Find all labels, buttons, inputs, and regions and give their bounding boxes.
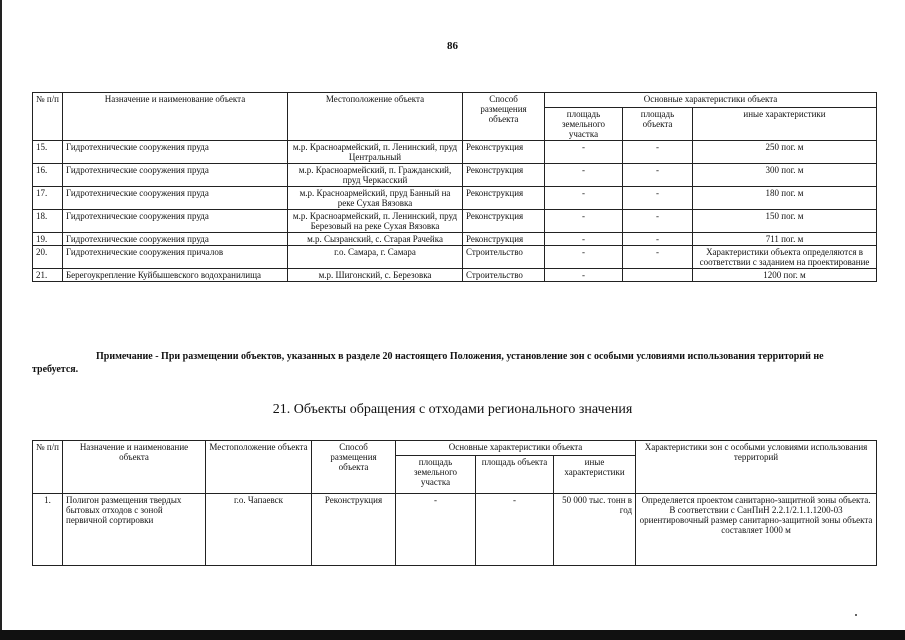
- cell-land: -: [545, 210, 623, 233]
- objects-table-section-21: [32, 440, 877, 566]
- cell-method: Реконструкция: [463, 210, 545, 233]
- header-num: № п/п: [33, 441, 63, 494]
- header-location: Местоположение объекта: [206, 441, 312, 494]
- cell-name: Берегоукрепление Куйбышевского водохранилища: [63, 269, 288, 282]
- cell-land: -: [545, 233, 623, 246]
- cell-other: 180 пог. м: [693, 187, 877, 210]
- cell-name: Гидротехнические сооружения пруда: [63, 164, 288, 187]
- cell-method: Реконструкция: [463, 187, 545, 210]
- cell-location: м.р. Шигонский, с. Березовка: [288, 269, 463, 282]
- cell-other: 50 000 тыс. тонн в год: [554, 494, 636, 566]
- header-main-characteristics: Основные характеристики объекта: [396, 441, 636, 456]
- header-name: Назначение и наименование объекта: [63, 441, 206, 494]
- cell-area: -: [623, 233, 693, 246]
- page-number: 86: [447, 40, 458, 52]
- cell-area: -: [623, 187, 693, 210]
- cell-location: г.о. Самара, г. Самара: [288, 246, 463, 269]
- cell-land: -: [545, 141, 623, 164]
- cell-other: 300 пог. м: [693, 164, 877, 187]
- table-row: [33, 210, 877, 233]
- header-other: иные характеристики: [554, 455, 636, 493]
- cell-method: Строительство: [463, 246, 545, 269]
- cell-method: Реконструкция: [463, 164, 545, 187]
- cell-other: 1200 пог. м: [693, 269, 877, 282]
- header-object-area: площадь объекта: [476, 455, 554, 493]
- cell-area: -: [476, 494, 554, 566]
- cell-num: 20.: [33, 246, 63, 269]
- header-main-characteristics: Основные характеристики объекта: [545, 93, 877, 108]
- header-object-area: площадь объекта: [623, 108, 693, 141]
- cell-other: 250 пог. м: [693, 141, 877, 164]
- cell-area: -: [623, 210, 693, 233]
- cell-method: Реконструкция: [463, 141, 545, 164]
- cell-location: м.р. Сызранский, с. Старая Рачейка: [288, 233, 463, 246]
- cell-name: Полигон размещения твердых бытовых отходов с зоной первичной сортировки: [63, 494, 206, 566]
- left-border-line: [0, 0, 2, 640]
- cell-name: Гидротехнические сооружения причалов: [63, 246, 288, 269]
- cell-area: -: [623, 164, 693, 187]
- table-row: [33, 494, 877, 566]
- scan-speck: [855, 614, 857, 616]
- cell-other: 711 пог. м: [693, 233, 877, 246]
- cell-num: 17.: [33, 187, 63, 210]
- table-row: [33, 269, 877, 282]
- cell-name: Гидротехнические сооружения пруда: [63, 187, 288, 210]
- cell-name: Гидротехнические сооружения пруда: [63, 233, 288, 246]
- note-paragraph: Примечание - При размещении объектов, указанных в разделе 20 настоящего Положения, установление зон с особыми условиями использования территорий не требуется.: [32, 351, 824, 375]
- cell-num: 18.: [33, 210, 63, 233]
- table-row: [33, 233, 877, 246]
- cell-land: -: [545, 187, 623, 210]
- cell-land: -: [545, 164, 623, 187]
- header-num: № п/п: [33, 93, 63, 141]
- cell-num: 16.: [33, 164, 63, 187]
- cell-land: -: [396, 494, 476, 566]
- cell-name: Гидротехнические сооружения пруда: [63, 141, 288, 164]
- cell-area: -: [623, 141, 693, 164]
- cell-method: Реконструкция: [463, 233, 545, 246]
- cell-other: Характеристики объекта определяются в соответствии с заданием на проектирование: [693, 246, 877, 269]
- header-method: Способ размещения объекта: [463, 93, 545, 141]
- objects-table-section-20: [32, 92, 877, 282]
- cell-location: м.р. Красноармейский, п. Гражданский, пруд Черкасский: [288, 164, 463, 187]
- header-land-area: площадь земельного участка: [545, 108, 623, 141]
- header-name: Назначение и наименование объекта: [63, 93, 288, 141]
- header-method: Способ размещения объекта: [312, 441, 396, 494]
- header-other: иные характеристики: [693, 108, 877, 141]
- cell-zones: Определяется проектом санитарно-защитной зоны объекта. В соответствии с СанПиН 2.2.1/2.1.1.1200-03 ориентировочный размер санитарно-защитной зоны объекта составляет 1000 м: [636, 494, 877, 566]
- table-row: [33, 141, 877, 164]
- cell-name: Гидротехнические сооружения пруда: [63, 210, 288, 233]
- section-title: 21. Объекты обращения с отходами регионального значения: [272, 402, 633, 417]
- cell-location: м.р. Красноармейский, пруд Банный на реке Сухая Вязовка: [288, 187, 463, 210]
- cell-land: -: [545, 269, 623, 282]
- cell-location: м.р. Красноармейский, п. Ленинский, пруд Центральный: [288, 141, 463, 164]
- header-zones: Характеристики зон с особыми условиями использования территорий: [636, 441, 877, 494]
- cell-method: Реконструкция: [312, 494, 396, 566]
- cell-area: [623, 269, 693, 282]
- table-row: [33, 187, 877, 210]
- cell-area: -: [623, 246, 693, 269]
- cell-land: -: [545, 246, 623, 269]
- header-land-area: площадь земельного участка: [396, 455, 476, 493]
- header-location: Местоположение объекта: [288, 93, 463, 141]
- cell-num: 1.: [33, 494, 63, 566]
- table-row: [33, 246, 877, 269]
- cell-num: 19.: [33, 233, 63, 246]
- cell-method: Строительство: [463, 269, 545, 282]
- bottom-border-bar: [0, 630, 905, 640]
- table-row: [33, 164, 877, 187]
- cell-num: 21.: [33, 269, 63, 282]
- cell-num: 15.: [33, 141, 63, 164]
- cell-other: 150 пог. м: [693, 210, 877, 233]
- cell-location: м.р. Красноармейский, п. Ленинский, пруд Березовый на реке Сухая Вязовка: [288, 210, 463, 233]
- cell-location: г.о. Чапаевск: [206, 494, 312, 566]
